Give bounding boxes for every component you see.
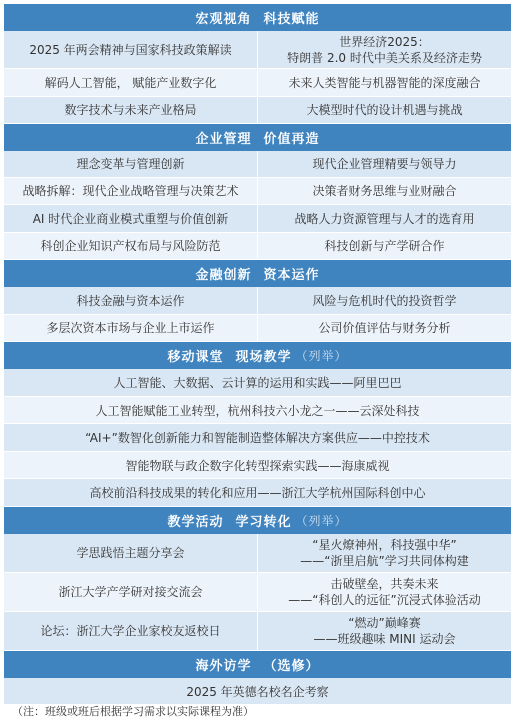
course-cell-right (257, 534, 511, 572)
course-cell-left (4, 97, 257, 123)
section-header (4, 651, 511, 678)
section-header (4, 260, 511, 287)
course-title: 高校前沿科技成果的转化和应用——浙江大学杭州国际科创中心 (89, 486, 426, 500)
section-title-b: 资本运作 (263, 268, 320, 283)
table-row (4, 205, 511, 233)
course-cell-left (4, 287, 257, 314)
table-row (4, 97, 511, 124)
course-line: 科技创新与产学研合作 (324, 239, 445, 253)
table-row (4, 573, 511, 612)
course-line: “燃动”巅峰赛 (348, 616, 421, 630)
table-row (4, 424, 511, 452)
table-row (4, 369, 511, 397)
course-line: 科技金融与资本运作 (76, 293, 185, 308)
course-title: “AI+”数智化创新能力和智能制造整体解决方案供应——中控技术 (85, 431, 430, 445)
course-cell-right (257, 31, 511, 68)
course-title: 智能物联与政企数字化转型探索实践——海康威视 (125, 458, 390, 473)
course-line: 浙江大学产学研对接交流会 (58, 585, 203, 599)
course-line: 大模型时代的设计机遇与挑战 (306, 103, 463, 117)
table-row (4, 287, 511, 315)
course-cell-left (4, 31, 257, 68)
course-cell-right (257, 178, 511, 204)
section-title-b: 学习转化 (235, 515, 292, 530)
section-title-a: 移动课堂 (167, 350, 224, 365)
course-cell-left (4, 534, 257, 572)
course-line: 战略拆解：现代企业战略管理与决策艺术 (22, 184, 239, 198)
footnote: （注：班级或班后根据学习需求以实际课程为准） (12, 705, 254, 718)
course-line: 公司价值评估与财务分析 (318, 321, 451, 335)
section-header (4, 124, 511, 151)
section-title-a: 企业管理 (195, 132, 252, 147)
course-cell-right (257, 287, 511, 314)
course-line: ——“科创人的远征”沉浸式体验活动 (288, 593, 481, 607)
course-cell (4, 397, 511, 423)
course-line: 击破壁垒，共奏未来 (330, 577, 439, 591)
table-row (4, 151, 511, 178)
course-cell-left (4, 69, 257, 96)
course-cell (4, 369, 511, 396)
course-cell-left (4, 233, 257, 259)
course-cell-left (4, 612, 257, 650)
course-cell-right (257, 69, 511, 96)
course-cell (4, 424, 511, 451)
course-line: 理念变革与管理创新 (76, 157, 185, 171)
section-title-b: （选修） (263, 659, 320, 674)
course-line: AI 时代企业商业模式重塑与价值创新 (32, 211, 229, 226)
course-line: 多层次资本市场与企业上市运作 (46, 321, 215, 335)
course-cell-left (4, 315, 257, 341)
course-cell-right (257, 573, 511, 611)
table-row (4, 534, 511, 573)
table-row (4, 678, 511, 705)
course-line: 战略人力资源管理与人才的选育用 (294, 211, 475, 226)
course-line: 2025 年两会精神与国家科技政策解读 (29, 42, 232, 57)
section-header (4, 342, 511, 369)
table-row (4, 397, 511, 424)
course-cell-left (4, 151, 257, 177)
table-row (4, 69, 511, 97)
course-cell-left (4, 205, 257, 232)
section-note: （列举） (295, 514, 348, 528)
course-line: 解码人工智能， 赋能产业数字化 (44, 75, 217, 90)
course-line: 学思践悟主题分享会 (76, 546, 185, 560)
table-row (4, 315, 511, 342)
section-title-a: 教学活动 (167, 515, 224, 530)
course-line: 决策者财务思维与业财融合 (312, 184, 457, 198)
course-cell-right (257, 151, 511, 177)
course-line: 世界经济2025： (339, 34, 430, 49)
course-line: ——班级趣味 MINI 运动会 (313, 632, 456, 646)
course-line: 未来人类智能与机器智能的深度融合 (288, 75, 481, 90)
course-cell-right (257, 205, 511, 232)
course-line: 数字技术与未来产业格局 (64, 103, 197, 117)
table-row (4, 233, 511, 260)
section-title-a: 宏观视角 (195, 12, 252, 27)
course-line: 论坛：浙江大学企业家校友返校日 (40, 624, 221, 638)
section-header (4, 4, 511, 31)
course-cell (4, 678, 511, 704)
course-cell-left (4, 573, 257, 611)
course-line: 现代企业管理精要与领导力 (312, 157, 457, 171)
course-cell-left (4, 178, 257, 204)
course-cell (4, 479, 511, 506)
section-title-a: 金融创新 (195, 268, 252, 283)
section-title-b: 科技赋能 (263, 12, 320, 27)
table-row (4, 178, 511, 205)
course-line: ——“浙里启航”学习共同体构建 (300, 554, 469, 568)
section-note: （列举） (295, 349, 348, 363)
curriculum-table (4, 4, 511, 705)
section-header (4, 507, 511, 534)
course-title: 2025 年英德名校名企考察 (186, 684, 329, 699)
table-row (4, 452, 511, 479)
table-row (4, 612, 511, 651)
section-title-b: 现场教学 (235, 350, 292, 365)
course-title: 人工智能、大数据、云计算的运用和实践——阿里巴巴 (113, 376, 402, 390)
course-cell-right (257, 97, 511, 123)
course-cell-right (257, 315, 511, 341)
course-cell-right (257, 612, 511, 650)
course-line: 特朗普 2.0 时代中美关系及经济走势 (287, 50, 482, 65)
course-cell (4, 452, 511, 478)
course-cell-right (257, 233, 511, 259)
table-row (4, 31, 511, 69)
table-row (4, 479, 511, 507)
course-line: “星火燎神州，科技强中华” (312, 538, 457, 552)
section-title-a: 海外访学 (195, 659, 252, 674)
course-line: 风险与危机时代的投资哲学 (312, 293, 457, 308)
course-line: 科创企业知识产权布局与风险防范 (40, 239, 221, 253)
section-title-b: 价值再造 (263, 132, 320, 147)
course-title: 人工智能赋能工业转型，杭州科技六小龙之一——云深处科技 (95, 403, 420, 418)
